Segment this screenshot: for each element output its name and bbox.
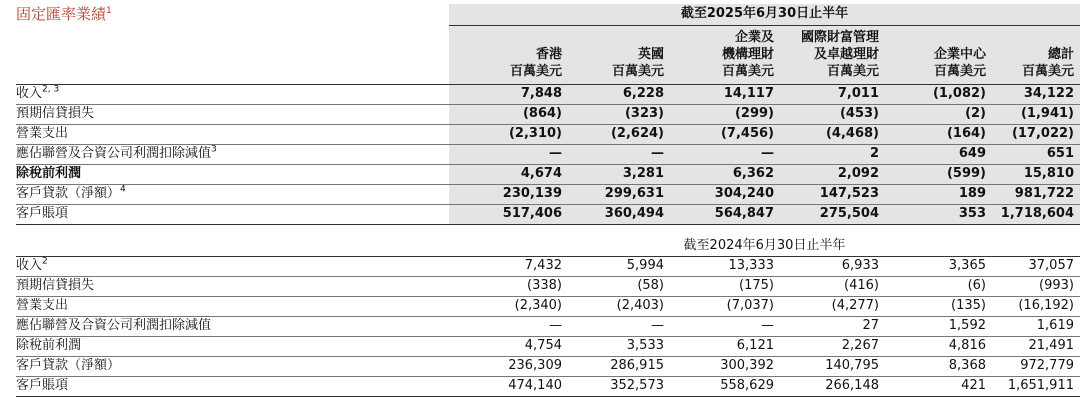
table-cell: —: [651, 146, 664, 161]
table-cell: 651: [1046, 146, 1074, 161]
table-cell: 1,619: [1036, 318, 1074, 333]
table-cell: 353: [958, 206, 986, 221]
table-row: [16, 204, 1080, 224]
row-label-text: 除稅前利潤: [16, 338, 82, 353]
row-footnote: 3: [211, 144, 217, 155]
table-cell: 7,432: [524, 258, 562, 273]
table-cell: 300,392: [720, 358, 774, 373]
table-row: [16, 164, 1080, 184]
row-label: [16, 104, 94, 124]
row-label: [16, 204, 68, 224]
row-label: [16, 276, 94, 296]
row-label: [16, 376, 68, 396]
table-cell: 558,629: [720, 378, 774, 393]
table-cell: (599): [946, 166, 986, 181]
table-cell: (7,456): [720, 126, 774, 141]
table-cell: 299,631: [604, 186, 664, 201]
row-label: [16, 316, 211, 336]
column-header: [934, 46, 1074, 80]
table-cell: 6,121: [736, 338, 774, 353]
table-cell: 6,228: [622, 86, 664, 101]
row-label-text: 應佔聯營及合資公司利潤扣除減值: [16, 146, 212, 161]
row-label: [16, 296, 68, 316]
table-cell: 2,092: [837, 166, 879, 181]
table-cell: 360,494: [604, 206, 664, 221]
row-label: [16, 256, 48, 276]
table-cell: —: [549, 146, 562, 161]
table-cell: 517,406: [502, 206, 562, 221]
row-label-text: 客戶貸款（淨額）: [16, 358, 121, 373]
table-cell: 34,122: [1023, 86, 1074, 101]
page-title: 固定匯率業績$^1$: [16, 5, 112, 23]
row-label: [16, 84, 59, 104]
title-footnote: 1: [106, 6, 112, 16]
table-cell: (6): [967, 278, 986, 293]
row-footnote: 4: [120, 184, 126, 195]
table-cell: 474,140: [508, 378, 562, 393]
table-cell: 6,933: [841, 258, 879, 273]
table-cell: 27: [862, 318, 879, 333]
table-cell: (2): [965, 106, 986, 121]
table-cell: 1,592: [948, 318, 986, 333]
table-cell: 2,267: [841, 338, 879, 353]
table-cell: (175): [739, 278, 774, 293]
table-cell: 286,915: [610, 358, 664, 373]
table-cell: 266,148: [825, 378, 879, 393]
table-cell: (4,277): [831, 298, 879, 313]
column-name: 總計: [1047, 47, 1074, 62]
column-name: 英國: [637, 47, 664, 62]
table-cell: (164): [946, 126, 986, 141]
table-cell: 421: [961, 378, 986, 393]
table-row: [16, 124, 1080, 144]
row-label: [16, 356, 120, 376]
column-name: 國際財富管理: [800, 30, 879, 45]
table-cell: —: [549, 318, 562, 333]
row-label: [16, 164, 81, 184]
table-row: [16, 184, 1080, 204]
table-cell: —: [761, 318, 774, 333]
row-label-text: 收入: [16, 258, 43, 273]
table-cell: 2: [869, 146, 879, 161]
table-cell: 14,117: [723, 86, 774, 101]
table-cell: 13,333: [728, 258, 774, 273]
row-footnote: 2: [42, 256, 48, 267]
table-bottom-rule: [16, 224, 1080, 225]
table-cell: 972,779: [1020, 358, 1074, 373]
table-cell: 4,674: [520, 166, 562, 181]
column-unit: 百萬美元: [721, 64, 774, 79]
column-unit: 百萬美元: [826, 64, 879, 79]
table-row: [16, 316, 1080, 336]
table-cell: 7,011: [837, 86, 879, 101]
row-label-text: 預期信貸損失: [16, 106, 95, 121]
table-cell: 140,795: [825, 358, 879, 373]
table-row: [16, 104, 1080, 124]
table-bottom-rule: [16, 396, 1080, 397]
column-name: 企業中心: [933, 47, 986, 62]
row-label-text: 客戶賬項: [16, 378, 69, 393]
row-label-text: 預期信貸損失: [16, 278, 95, 293]
table-cell: 4,754: [524, 338, 562, 353]
row-label: [16, 184, 126, 204]
column-name: 香港: [535, 47, 562, 62]
table-cell: 352,573: [610, 378, 664, 393]
table-cell: 6,362: [732, 166, 774, 181]
table-cell: 3,365: [948, 258, 986, 273]
row-label-text: 營業支出: [16, 298, 69, 313]
table-cell: —: [761, 146, 774, 161]
table-row: [16, 144, 1080, 164]
table-cell: 147,523: [819, 186, 879, 201]
row-label-text: 收入: [16, 86, 43, 101]
table-row: [16, 84, 1080, 104]
table-cell: (2,624): [610, 126, 664, 141]
table-cell: 7,848: [520, 86, 562, 101]
table-cell: 37,057: [1028, 258, 1074, 273]
table-cell: (17,022): [1011, 126, 1074, 141]
table-cell: (135): [951, 298, 986, 313]
row-label: [16, 124, 68, 144]
row-label-text: 應佔聯營及合資公司利潤扣除減值: [16, 318, 212, 333]
table-cell: (338): [527, 278, 562, 293]
table-cell: (58): [637, 278, 664, 293]
table-cell: (16,192): [1018, 298, 1074, 313]
column-name: 企業及: [734, 30, 774, 45]
table-cell: (864): [522, 106, 562, 121]
table-cell: (1,941): [1020, 106, 1074, 121]
table-cell: 8,368: [948, 358, 986, 373]
table-cell: (993): [1039, 278, 1074, 293]
table-cell: 21,491: [1028, 338, 1074, 353]
table-cell: 304,240: [714, 186, 774, 201]
row-label-text: 客戶貸款（淨額）: [16, 186, 121, 201]
table-cell: 4,816: [948, 338, 986, 353]
column-unit: 百萬美元: [611, 64, 664, 79]
row-label-text: 除稅前利潤: [16, 166, 82, 181]
table-row: [16, 336, 1080, 356]
row-label-text: 營業支出: [16, 126, 69, 141]
table-cell: 564,847: [714, 206, 774, 221]
column-unit: 百萬美元: [509, 64, 562, 79]
table-cell: 5,994: [626, 258, 664, 273]
table-cell: 275,504: [819, 206, 879, 221]
table-cell: 981,722: [1014, 186, 1074, 201]
table-cell: 189: [958, 186, 986, 201]
period-rule-2025: [449, 25, 1080, 26]
table-cell: (4,468): [825, 126, 879, 141]
period-header-2025: 截至2025年6月30日止半年: [680, 6, 849, 21]
table-cell: 649: [958, 146, 986, 161]
column-unit: 百萬美元: [933, 64, 986, 79]
table-cell: 1,651,911: [1007, 378, 1074, 393]
table-cell: 15,810: [1023, 166, 1074, 181]
table-cell: (299): [734, 106, 774, 121]
period-header-2024: 截至2024年6月30日止半年: [683, 238, 846, 253]
table-cell: (416): [844, 278, 879, 293]
row-label-text: 客戶賬項: [16, 206, 69, 221]
column-name: 及卓越理財: [813, 47, 879, 62]
table-row: [16, 296, 1080, 316]
table-row: [16, 276, 1080, 296]
row-label: [16, 144, 217, 164]
column-unit: 百萬美元: [1021, 64, 1074, 79]
table-cell: (2,340): [514, 298, 562, 313]
table-cell: 1,718,604: [1000, 206, 1074, 221]
table-cell: (2,310): [508, 126, 562, 141]
table-cell: (7,037): [726, 298, 774, 313]
table-cell: —: [651, 318, 664, 333]
table-row: [16, 256, 1080, 276]
table-cell: (323): [624, 106, 664, 121]
table-cell: 236,309: [508, 358, 562, 373]
row-label: [16, 336, 81, 356]
table-row: [16, 356, 1080, 376]
row-footnote: 2, 3: [42, 84, 60, 95]
table-cell: 230,139: [502, 186, 562, 201]
table-cell: (1,082): [932, 86, 986, 101]
table-row: [16, 376, 1080, 396]
table-cell: 3,533: [626, 338, 664, 353]
table-cell: (453): [839, 106, 879, 121]
table-cell: 3,281: [622, 166, 664, 181]
table-cell: (2,403): [616, 298, 664, 313]
column-name: 機構理財: [721, 47, 774, 62]
